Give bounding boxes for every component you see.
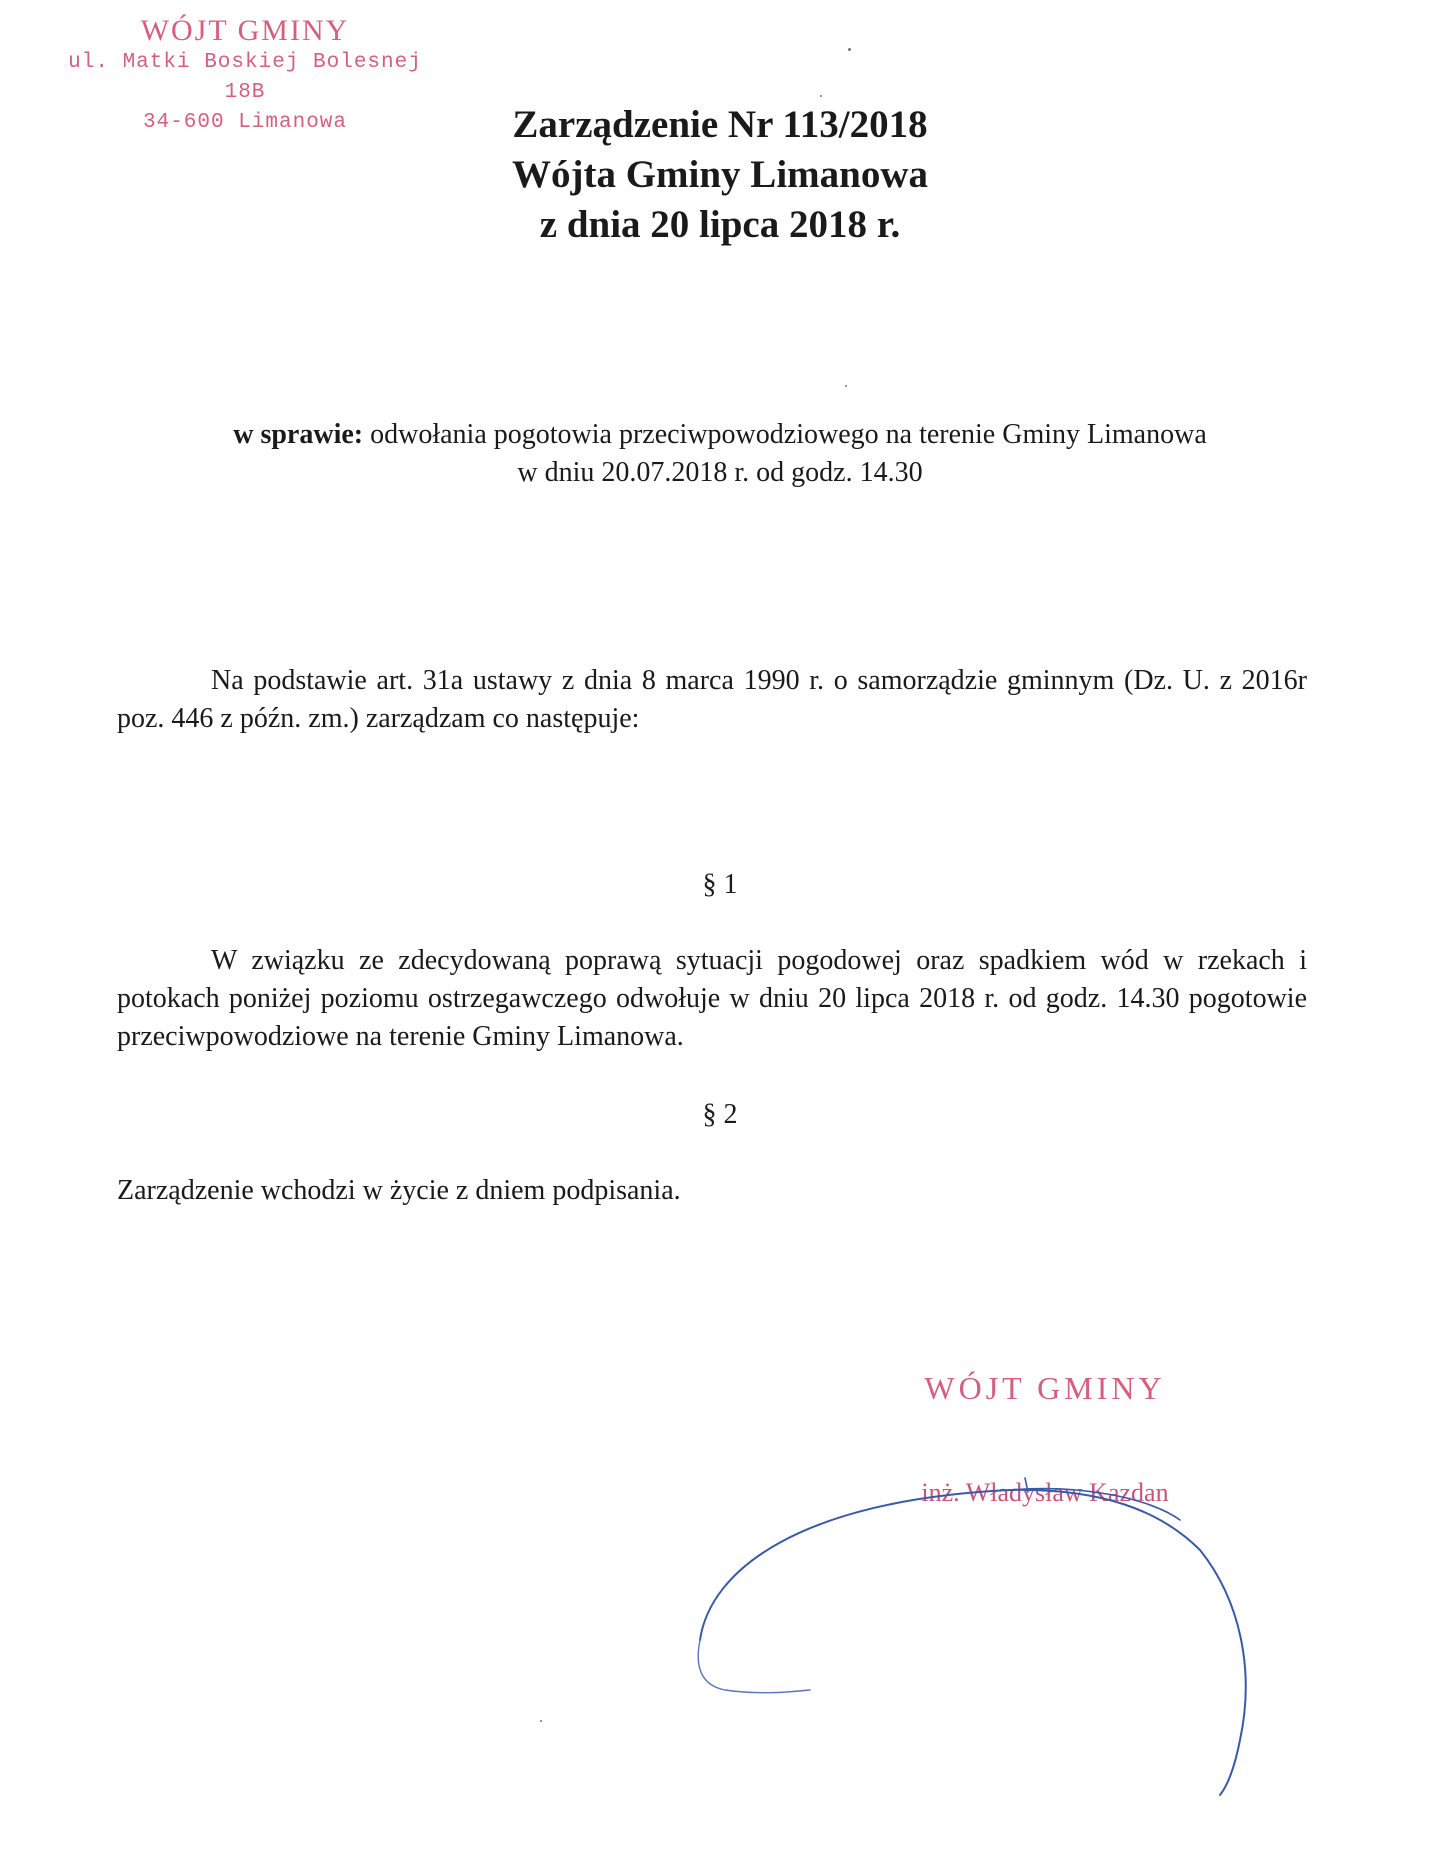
header-date: z dnia 20 lipca 2018 r. xyxy=(539,203,901,246)
subject-text: odwołania pogotowia przeciwpowodziowego na terenie Gminy Limanowa xyxy=(363,419,1207,450)
legal-basis-text: Na podstawie art. 31a ustawy z dnia 8 marca 1990 r. o samorządzie gminnym (Dz. U. z 2016r poz. 446 z późn. zm.) zarządzam co następuje: xyxy=(117,665,1307,734)
scan-speck xyxy=(820,95,822,97)
section-1-paragraph xyxy=(117,942,1307,1056)
scan-speck xyxy=(848,48,851,51)
section-1-mark: § 1 xyxy=(702,869,738,900)
stamp-bottom-name: inż. Władysław Kazdan xyxy=(921,1478,1169,1507)
official-stamp-bottom xyxy=(880,1370,1210,1507)
stamp-bottom-title: WÓJT GMINY xyxy=(924,1370,1166,1406)
legal-basis-paragraph xyxy=(117,662,1307,738)
stamp-address: ul. Matki Boskiej Bolesnej 18B xyxy=(68,51,422,104)
stamp-city: 34-600 Limanowa xyxy=(142,111,348,134)
scan-speck xyxy=(845,385,847,387)
section-1-text: W związku ze zdecydowaną poprawą sytuacji pogodowej oraz spadkiem wód w rzekach i potokach poniżej poziomu ostrzegawczego odwołuje w dniu 20 lipca 2018 r. od godz. 14.30 pogotowie przeciwpowodziowe na terenie Gminy Limanowa. xyxy=(117,945,1307,1052)
scan-speck xyxy=(540,1720,542,1722)
subject-label: w sprawie: xyxy=(233,419,364,450)
section-2-paragraph xyxy=(117,1172,1307,1210)
official-stamp-top xyxy=(60,14,430,138)
section-2-text: Zarządzenie wchodzi w życie z dniem podpisania. xyxy=(117,1175,681,1206)
header-title: Zarządzenie Nr 113/2018 xyxy=(512,103,928,146)
section-2-mark: § 2 xyxy=(702,1099,738,1130)
subject-text-line2: w dniu 20.07.2018 r. od godz. 14.30 xyxy=(517,457,923,488)
document-header xyxy=(420,100,1020,250)
handwritten-signature xyxy=(680,1440,1300,1800)
subject-block xyxy=(120,416,1320,492)
header-issuer: Wójta Gminy Limanowa xyxy=(511,153,928,196)
stamp-title: WÓJT GMINY xyxy=(140,14,350,47)
